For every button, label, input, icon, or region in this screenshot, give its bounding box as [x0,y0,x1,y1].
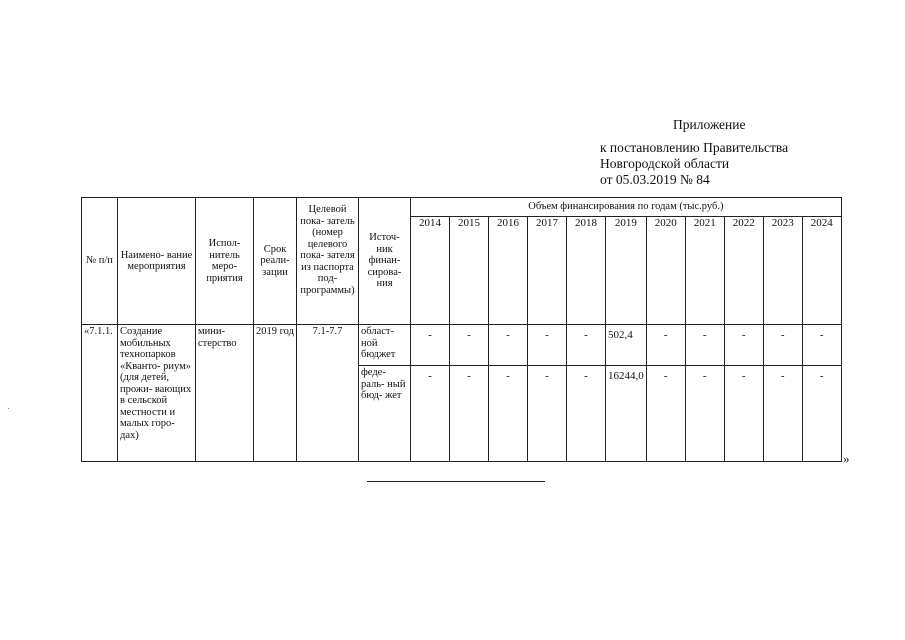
appendix-line-region: Новгородской области [600,156,730,171]
header-year: 2021 [685,217,724,325]
closing-quote: » [843,451,850,466]
appendix-line-resolution: к постановлению Правительства [600,140,789,155]
value-cell: - [724,325,763,366]
value-cell: - [528,325,567,366]
value-cell: 16244,0 [606,366,647,462]
value-cell: - [763,325,802,366]
value-cell: - [411,325,450,366]
row-name: Создание мобильных технопарков «Кванто- риум» (для детей, прожи- вающих в сельской местности и малых горо- дах) [118,325,196,462]
value-cell: - [763,366,802,462]
appendix-line-date-number: от 05.03.2019 № 84 [600,172,710,187]
header-source: Источ- ник финан- сирова- ния [359,198,411,325]
header-year: 2019 [606,217,647,325]
value-cell: - [450,366,489,462]
value-cell: - [489,325,528,366]
appendix-title: Приложение [673,117,746,132]
source-regional-budget: област- ной бюджет [359,325,411,366]
value-cell: - [802,325,841,366]
value-cell: - [724,366,763,462]
header-term: Срок реали- зации [254,198,297,325]
row-indicator: 7.1-7.7 [297,325,359,462]
value-cell: - [646,366,685,462]
header-funding: Объем финансирования по годам (тыс.руб.) [411,198,842,217]
header-year: 2017 [528,217,567,325]
value-cell: 502,4 [606,325,647,366]
row-term: 2019 год [254,325,297,462]
end-rule [367,481,545,482]
row-num: «7.1.1. [82,325,118,462]
header-year: 2020 [646,217,685,325]
value-cell: - [646,325,685,366]
value-cell: - [450,325,489,366]
header-year: 2024 [802,217,841,325]
header-num: № п/п [82,198,118,325]
header-name: Наимено- вание мероприятия [118,198,196,325]
header-year: 2016 [489,217,528,325]
value-cell: - [685,325,724,366]
value-cell: - [802,366,841,462]
row-executor: мини- стерство [196,325,254,462]
value-cell: - [567,366,606,462]
header-executor: Испол- нитель меро- приятия [196,198,254,325]
header-year: 2023 [763,217,802,325]
value-cell: - [411,366,450,462]
header-year: 2015 [450,217,489,325]
header-year: 2014 [411,217,450,325]
value-cell: - [489,366,528,462]
header-year: 2022 [724,217,763,325]
value-cell: - [567,325,606,366]
header-year: 2018 [567,217,606,325]
header-indicator: Целевой пока- затель (номер целевого пока- зателя из паспорта под- программы) [297,198,359,325]
value-cell: - [685,366,724,462]
source-federal-budget: феде- раль- ный бюд- жет [359,366,411,462]
value-cell: - [528,366,567,462]
funding-table [81,197,842,462]
scan-speck [8,408,9,409]
